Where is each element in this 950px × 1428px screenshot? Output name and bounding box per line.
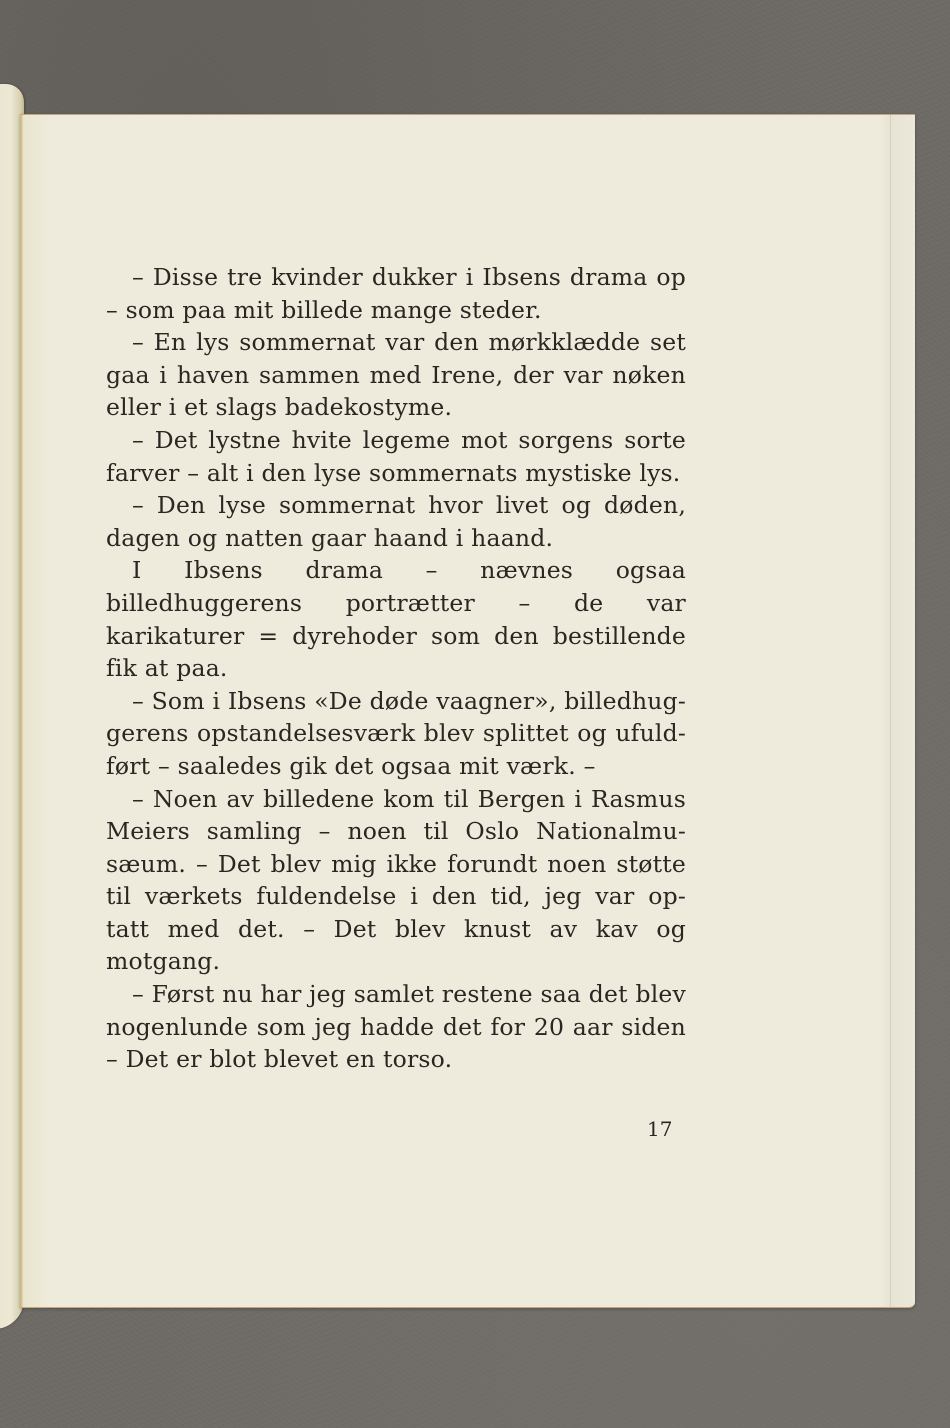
paragraph: – Disse tre kvinder dukker i Ibsens drama op – som paa mit billede mange steder. xyxy=(106,263,686,324)
paragraph: – Først nu har jeg samlet restene saa det blev nogenlunde som jeg hadde det for 20 aar siden – Det er blot blevet en torso. xyxy=(106,980,687,1074)
paragraph: – En lys sommernat var den mørkklædde set gaa i haven sammen med Irene, der var nøken eller i et slags badekostyme. xyxy=(106,328,686,422)
paragraph: – Den lyse sommernat hvor livet og døden, dagen og natten gaar haand i haand. xyxy=(106,491,686,552)
paragraph: – Det lystne hvite legeme mot sorgens sorte farver – alt i den lyse sommernats mystiske lys. xyxy=(106,425,686,487)
paragraph: – Som i Ibsens «De døde vaagner», billedhug- gerens opstandelsesværk blev splittet og ufuld- ført – saaledes gik det ogsaa mit værk. – xyxy=(106,686,686,780)
paragraph: – Noen av billedene kom til Bergen i Rasmus Meiers samling – noen til Oslo Nationalmu- sæum. – Det blev mig ikke forundt noen støtte til værkets fuldendelse i den tid, jeg var op- tatt med det. – Det blev knust av kav og motgang. xyxy=(106,784,686,976)
page-number: 17 xyxy=(647,1117,673,1141)
paragraph: I Ibsens drama – nævnes ogsaa billedhuggerens portrætter – de var karikaturer = dyrehoder som den bestillende fik at paa. xyxy=(106,556,686,683)
book-page xyxy=(20,114,915,1308)
body-text xyxy=(106,261,686,1076)
